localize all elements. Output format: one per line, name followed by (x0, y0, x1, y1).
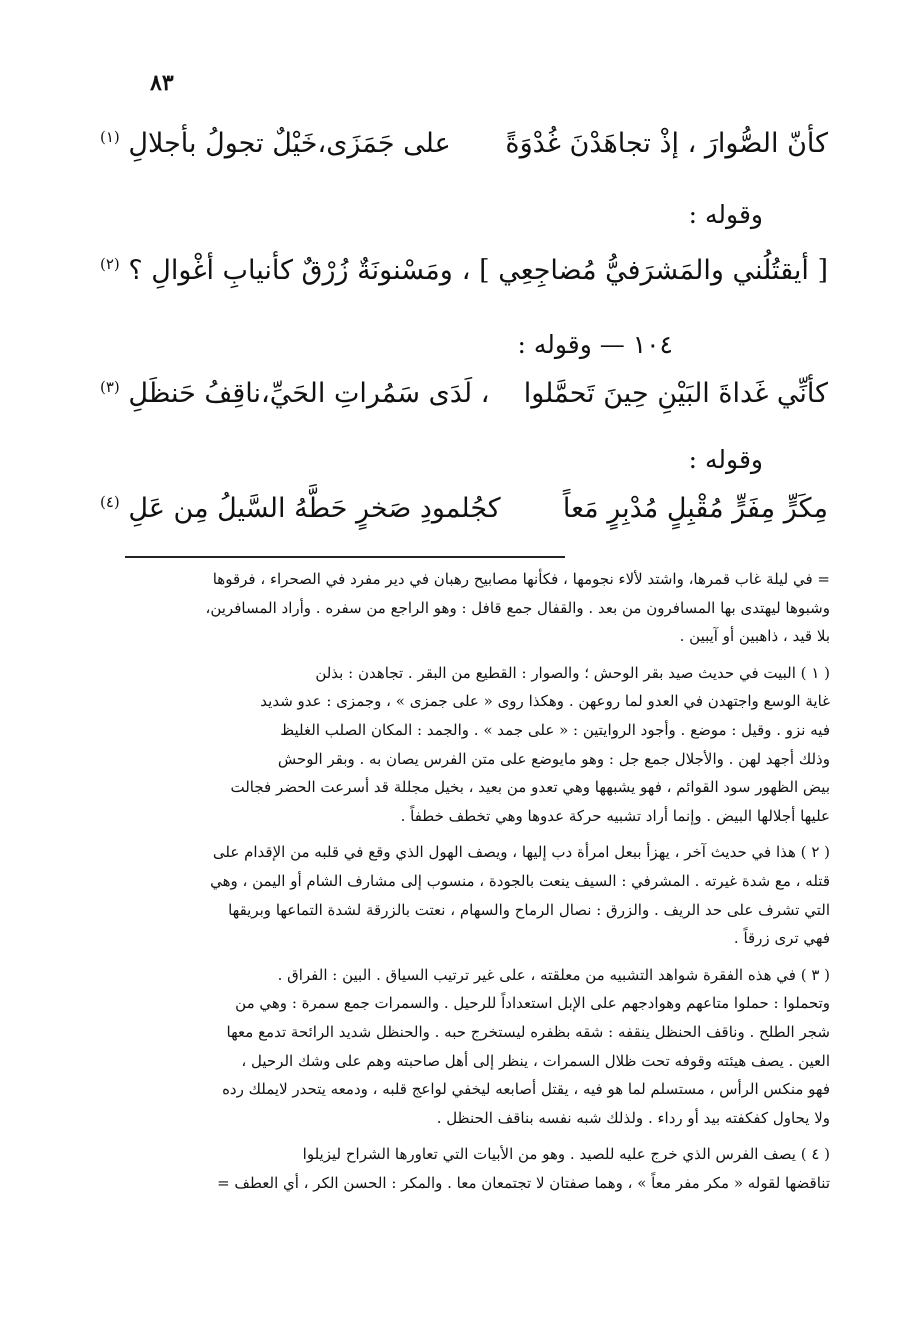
footnote-3 (118, 961, 830, 1133)
footnote-2 (118, 838, 830, 952)
footnote-line: بيض الظهور سود القوائم ، فهو يشبهها وهي تعدو من بعيد ، بخيل مجللة قد أسرعت الحضر فجالت (230, 778, 830, 797)
footnote-line: فيه نزو . وقيل : موضع . وأجود الروايتين : « على جمد » . والجمد : المكان الصلب الغليظ (280, 720, 830, 739)
footnote-line: العين . يصف هيئته وقوفه تحت ظلال السمرات ، ينظر إلى أهل صاحبته وهم على وشك الرحيل ، (241, 1051, 830, 1070)
footnote-line: ولا يحاول كفكفته بيد أو رداء . ولذلك شبه نفسه بناقف الحنظل . (436, 1108, 830, 1127)
verse-1 (100, 128, 828, 160)
footnote-line: بلا قيد ، ذاهبين أو آيبين . (679, 627, 830, 646)
verse-3-second-hemistich (100, 378, 489, 410)
verse-4-second-hemistich (100, 493, 501, 525)
verse-intro-1: وقوله : (688, 200, 763, 229)
footnote-line: عليها أجلالها البيض . وإنما أراد تشبيه حركة عدوها وهي تخطف خطفاً . (400, 806, 830, 825)
verse-2-second-text: ومَسْنونَةٌ زُرْقٌ كأنيابِ أغْوالِ ؟ (128, 255, 453, 286)
verse-1-second-hemistich (100, 128, 451, 160)
footnote-marker-2: (٢) (100, 255, 120, 273)
footnote-line: وشبوها ليهتدى بها المسافرون من بعد . والقفال جمع قافل : وهو الراجع من سفره . وأراد المسافرين، (205, 598, 830, 617)
verse-2 (100, 255, 828, 287)
footnote-4 (118, 1140, 830, 1197)
footnote-line: ( ٤ ) يصف الفرس الذي خرج عليه للصيد . وهو من الأبيات التي تعاورها الشراح ليزيلوا (302, 1145, 830, 1164)
verse-1-second-text: على جَمَزَى،خَيْلٌ تجولُ بأجلالِ (128, 128, 451, 159)
footnote-line: ( ١ ) البيت في حديث صيد بقر الوحش ؛ والصوار : القطيع من البقر . تجاهدن : بذلن (315, 663, 830, 682)
footnote-separator (125, 556, 565, 558)
verse-4-first-hemistich: مِكَرٍّ مِفَرٍّ مُقْبِلٍ مُدْبِرٍ مَعاً (562, 493, 828, 524)
footnote-line: فهي ترى زرقاً . (733, 929, 830, 948)
verse-3 (100, 378, 828, 410)
verse-intro-3: وقوله : (688, 445, 763, 474)
footnote-line: فهو منكس الرأس ، مستسلم لما هو فيه ، يقتل أصابعه ليخفي لواعج قلبه ، ودمعه يتحدر لايملك رده (222, 1080, 830, 1099)
verse-1-first-hemistich: كأنّ الصُّوارَ ، إذْ تجاهَدْنَ غُدْوَةً (505, 128, 828, 159)
footnote-marker-4: (٤) (100, 493, 120, 511)
footnote-line: تناقضها لقوله « مكر مفر معاً » ، وهما صفتان لا تجتمعان معا . والمكر : الحسن الكر ، أي العطف = (217, 1173, 830, 1192)
page-number: ٨٣ (150, 70, 174, 96)
footnote-line: غاية الوسع واجتهدن في العدو لما روعهن . وهكذا روى « على جمزى » ، وجمزى : عدو شديد (260, 692, 830, 711)
footnote-marker-1: (١) (100, 128, 120, 146)
footnote-1 (118, 659, 830, 831)
verse-intro-104: ١٠٤ — وقوله : (517, 330, 673, 359)
verse-3-first-hemistich: كأنِّي غَداةَ البَيْنِ حِينَ تَحمَّلوا (523, 378, 828, 409)
footnote-line: ( ٣ ) في هذه الفقرة شواهد التشبيه من معلقته ، على غير ترتيب السياق . البين : الفراق . (277, 965, 830, 984)
verse-4 (100, 493, 828, 525)
verse-2-second-hemistich (100, 255, 453, 287)
footnote-line: شجر الطلح . وناقف الحنظل ينقفه : شقه بظفره ليستخرج حبه . والحنظل شديد الرائحة تدمع معها (226, 1022, 830, 1041)
footnote-marker-3: (٣) (100, 378, 120, 396)
verse-2-first-hemistich: [ أيقتُلُني والمَشرَفيُّ مُضاجِعِي ] ، (461, 255, 828, 286)
footnote-line: ( ٢ ) هذا في حديث آخر ، يهزأ ببعل امرأة دب إليها ، ويصف الهول الذي وقع في قلبه من الإقدام على (212, 843, 830, 862)
footnote-line: = في ليلة غاب قمرها، واشتد لألاء نجومها ، فكأنها مصابيح رهبان في دير مفرد في الصحراء ، فرقوها (212, 570, 830, 588)
verse-4-second-text: كجُلمودِ صَخرٍ حَطَّهُ السَّيلُ مِن عَلِ (128, 493, 501, 524)
footnote-continuation (118, 565, 830, 651)
footnote-line: وتحملوا : حملوا متاعهم وهوادجهم على الإبل استعداداً للرحيل . والسمرات جمع سمرة : وهي من (235, 994, 830, 1013)
footnote-line: وذلك أجهد لهن . والأجلال جمع جل : وهو مايوضع على متن الفرس يصان به . وبقر الوحش (277, 749, 830, 768)
footnotes (118, 565, 830, 1205)
footnote-line: التي تشرف على حد الريف . والزرق : نصال الرماح والسهام ، نعتت بالزرقة لشدة التماعها وبريقها (228, 900, 830, 919)
footnote-line: قتله ، مع شدة غيرته . المشرفي : السيف ينعت بالجودة ، منسوب إلى مشارف الشام أو اليمن ، وهي (210, 871, 830, 890)
verse-3-second-text: ، لَدَى سَمُراتِ الحَيِّ،ناقِفُ حَنظَلِ (128, 378, 490, 409)
